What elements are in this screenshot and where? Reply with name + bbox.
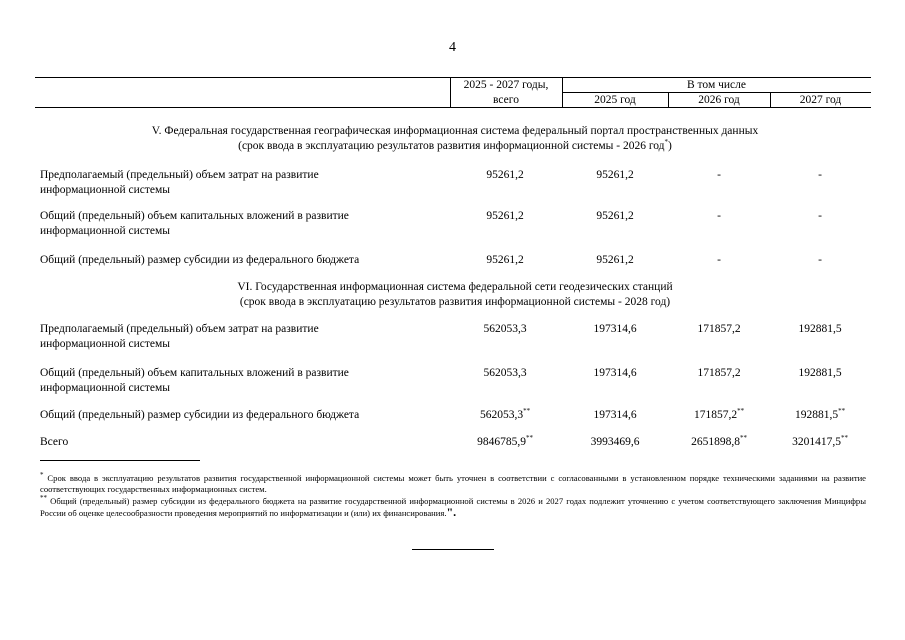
value-2025: 197314,6 bbox=[593, 409, 637, 421]
value-2027: 192881,5** bbox=[794, 407, 846, 421]
row-label: Общий (предельный) объем капитальных вложений в развитие информационной системы bbox=[40, 367, 349, 394]
page-number: 4 bbox=[449, 40, 456, 55]
value-total: 95261,2 bbox=[486, 210, 524, 222]
section-title-line: (срок ввода в эксплуатацию результатов развития информационной системы - 2026 год*) bbox=[238, 138, 672, 152]
value-2025: 95261,2 bbox=[596, 210, 634, 222]
value-2026: - bbox=[717, 210, 721, 222]
row-label: Предполагаемый (предельный) объем затрат на развитие информационной системы bbox=[40, 323, 319, 350]
section-title-line: (срок ввода в эксплуатацию результатов развития информационной системы - 2028 год) bbox=[239, 296, 671, 308]
value-2025: 95261,2 bbox=[596, 254, 634, 266]
value-2026: 171857,2** bbox=[693, 407, 745, 421]
total-value-2027: 3201417,5** bbox=[792, 434, 848, 448]
total-label: Всего bbox=[40, 436, 69, 448]
section-title-line: V. Федеральная государственная географическая информационная система федеральный портал пространственных данных bbox=[151, 125, 759, 137]
header-year-2026: 2026 год bbox=[698, 94, 740, 106]
value-total: 95261,2 bbox=[486, 169, 524, 181]
section-title bbox=[40, 124, 870, 154]
value-2026: - bbox=[717, 254, 721, 266]
value-2026: 171857,2 bbox=[697, 367, 741, 379]
value-2025: 197314,6 bbox=[593, 323, 637, 335]
value-total: 562053,3 bbox=[483, 367, 527, 379]
value-2027: 192881,5 bbox=[798, 367, 842, 379]
table-header-bottom-rule bbox=[35, 107, 871, 108]
section-title-line: VI. Государственная информационная система федеральной сети геодезических станций bbox=[237, 281, 673, 293]
header-year-2027: 2027 год bbox=[799, 94, 842, 106]
header-total-line2: всего bbox=[493, 94, 519, 106]
value-2027: - bbox=[818, 210, 822, 222]
header-including: В том числе bbox=[687, 79, 746, 91]
value-2026: 171857,2 bbox=[697, 323, 741, 335]
value-2027: - bbox=[818, 254, 822, 266]
header-year-2025: 2025 год bbox=[594, 94, 636, 106]
value-total: 95261,2 bbox=[486, 254, 524, 266]
row-label: Предполагаемый (предельный) объем затрат на развитие информационной системы bbox=[40, 169, 319, 196]
total-value-all: 9846785,9** bbox=[477, 434, 533, 448]
total-value-2025: 3993469,6 bbox=[590, 436, 640, 448]
total-value-2026: 2651898,8** bbox=[691, 434, 747, 448]
value-2027: 192881,5 bbox=[798, 323, 842, 335]
header-total-line1: 2025 - 2027 годы, bbox=[463, 79, 549, 91]
footnote-rule bbox=[40, 460, 200, 461]
footnote-2: ** Общий (предельный) размер субсидии из федерального бюджета на развитие государственной информационной системы в 2026 и 2027 годах подлежит уточнению с учетом соответствующего заключения Минцифры России об оценке целесообразности проведения мероприятий по информатизации и (или) их финансирования.". bbox=[40, 494, 866, 519]
value-2025: 95261,2 bbox=[596, 169, 634, 181]
section-title bbox=[40, 280, 870, 310]
footnote-1: * Срок ввода в эксплуатацию результатов развития государственной информационной системы может быть уточнен в соответствии с согласованными в установленном порядке техническими заданиями на развитие соответствующих государственных информационных систем. bbox=[40, 471, 866, 494]
value-total: 562053,3 bbox=[483, 323, 527, 335]
value-2026: - bbox=[717, 169, 721, 181]
value-2027: - bbox=[818, 169, 822, 181]
end-rule bbox=[412, 549, 494, 550]
row-label: Общий (предельный) объем капитальных вложений в развитие информационной системы bbox=[40, 210, 349, 237]
row-label: Общий (предельный) размер субсидии из федерального бюджета bbox=[40, 409, 360, 421]
row-label: Общий (предельный) размер субсидии из федерального бюджета bbox=[40, 254, 360, 266]
value-2025: 197314,6 bbox=[593, 367, 637, 379]
value-total: 562053,3** bbox=[479, 407, 531, 421]
